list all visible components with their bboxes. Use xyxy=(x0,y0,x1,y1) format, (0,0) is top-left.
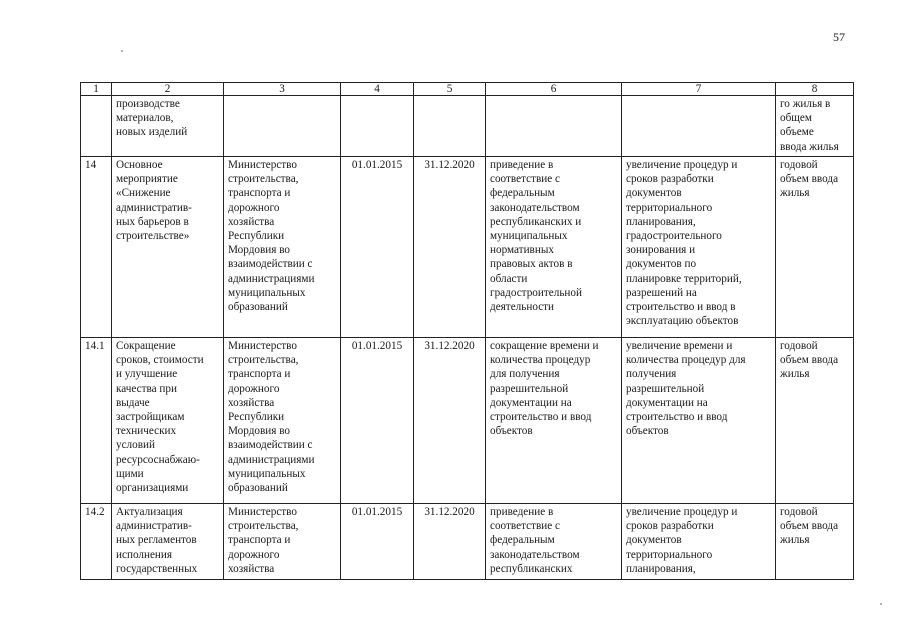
consequence-cell xyxy=(622,96,776,157)
measure-cell: Сокращение сроков, стоимости и улучшение качества при выдаче застройщикам технических условий ресурсоснабжаю- щими организациями xyxy=(112,338,224,504)
column-number: 6 xyxy=(486,83,622,96)
start-date-cell xyxy=(341,96,414,157)
column-number: 4 xyxy=(341,83,414,96)
scan-speck xyxy=(880,603,882,605)
row-number-cell: 14.1 xyxy=(81,338,112,504)
table-row xyxy=(81,338,854,504)
page-number: 57 xyxy=(833,30,845,44)
column-number: 8 xyxy=(776,83,854,96)
scan-speck xyxy=(121,50,123,52)
table-row xyxy=(81,96,854,157)
document-table xyxy=(80,82,854,580)
consequence-cell: увеличение процедур и сроков разработки документов территориального планирования, градостроительного зонирования и документов по планировке территорий, разрешений на строительство и ввод в эксплуатацию объектов xyxy=(622,157,776,338)
start-date-cell: 01.01.2015 xyxy=(341,338,414,504)
column-number: 7 xyxy=(622,83,776,96)
measure-cell: Актуализация административ- ных регламентов исполнения государственных xyxy=(112,504,224,580)
indicator-cell: го жилья в общем объеме ввода жилья xyxy=(776,96,854,157)
result-cell: приведение в соответствие с федеральным законодательством республиканских xyxy=(486,504,622,580)
end-date-cell xyxy=(414,96,486,157)
indicator-cell: годовой объем ввода жилья xyxy=(776,157,854,338)
consequence-cell: увеличение процедур и сроков разработки документов территориального планирования, xyxy=(622,504,776,580)
indicator-cell: годовой объем ввода жилья xyxy=(776,338,854,504)
result-cell xyxy=(486,96,622,157)
indicator-cell: годовой объем ввода жилья xyxy=(776,504,854,580)
end-date-cell: 31.12.2020 xyxy=(414,504,486,580)
executor-cell: Министерство строительства, транспорта и дорожного хозяйства Республики Мордовия во взаимодействии с администрациями муниципальных образований xyxy=(224,338,341,504)
start-date-cell: 01.01.2015 xyxy=(341,157,414,338)
measure-cell: производстве материалов, новых изделий xyxy=(112,96,224,157)
column-number: 3 xyxy=(224,83,341,96)
column-number: 5 xyxy=(414,83,486,96)
executor-cell: Министерство строительства, транспорта и дорожного хозяйства Республики Мордовия во взаимодействии с администрациями муниципальных образований xyxy=(224,157,341,338)
column-number: 2 xyxy=(112,83,224,96)
column-number: 1 xyxy=(81,83,112,96)
start-date-cell: 01.01.2015 xyxy=(341,504,414,580)
row-number-cell: 14 xyxy=(81,157,112,338)
executor-cell xyxy=(224,96,341,157)
executor-cell: Министерство строительства, транспорта и дорожного хозяйства xyxy=(224,504,341,580)
result-cell: приведение в соответствие с федеральным законодательством республиканских и муниципальных нормативных правовых актов в области градостроительной деятельности xyxy=(486,157,622,338)
column-number-row xyxy=(81,83,854,96)
row-number-cell: 14.2 xyxy=(81,504,112,580)
result-cell: сокращение времени и количества процедур для получения разрешительной документации на строительство и ввод объектов xyxy=(486,338,622,504)
row-number-cell xyxy=(81,96,112,157)
table-row xyxy=(81,504,854,580)
end-date-cell: 31.12.2020 xyxy=(414,338,486,504)
measure-cell: Основное мероприятие «Снижение административ- ных барьеров в строительстве» xyxy=(112,157,224,338)
consequence-cell: увеличение времени и количества процедур для получения разрешительной документации на строительство и ввод объектов xyxy=(622,338,776,504)
table-row xyxy=(81,157,854,338)
end-date-cell: 31.12.2020 xyxy=(414,157,486,338)
